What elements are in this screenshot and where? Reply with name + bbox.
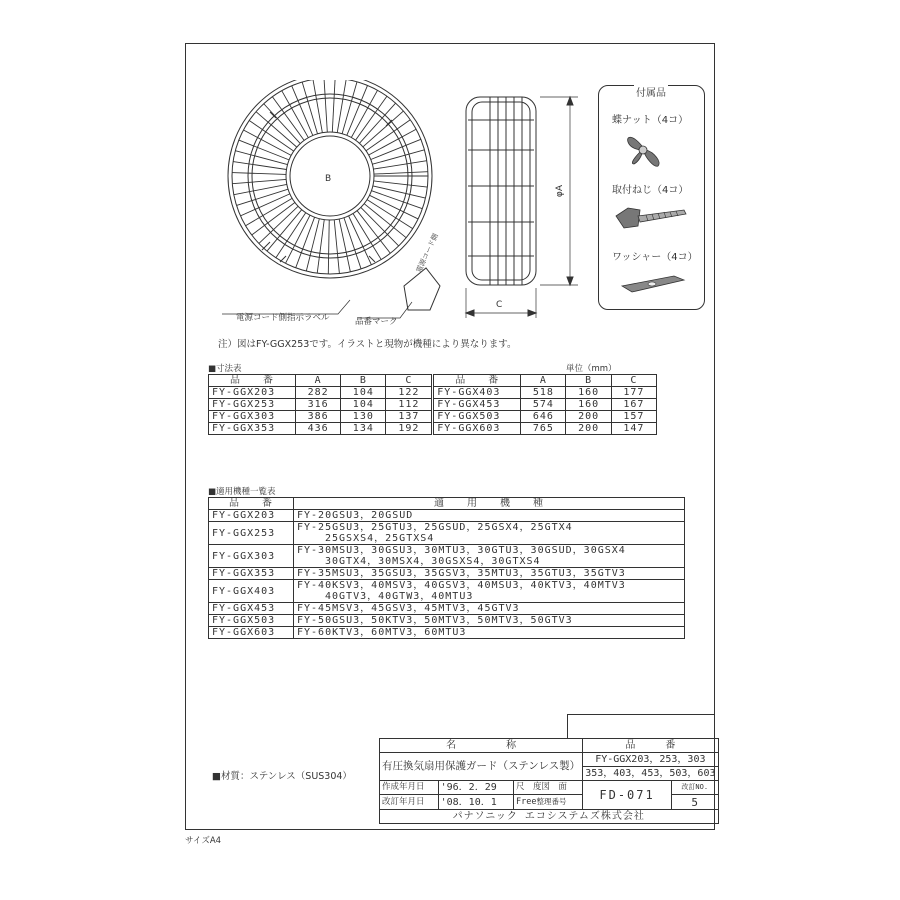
applicable-models-line: 30GTX4，30MSX4，30GSXS4，30GTXS4	[325, 556, 541, 567]
dim-table-unit: 単位（mm）	[566, 364, 617, 374]
tag-text: 電源コード側	[414, 232, 440, 274]
dim-value-cell: 160	[566, 399, 611, 411]
model-cell: FY-GGX353	[209, 568, 294, 580]
model-cell: FY-GGX203	[209, 510, 294, 522]
model-cell: FY-GGX253	[209, 399, 296, 411]
accessories-title: 付属品	[634, 84, 668, 99]
document-number: FD-071	[583, 781, 672, 810]
model-cell: FY-GGX453	[209, 603, 294, 615]
applicable-models-line: FY-35MSU3，35GSU3，35GSV3，35MTU3，35GTU3，35GTV3	[297, 568, 626, 579]
col-b: B	[566, 375, 611, 387]
dim-table-title: ■寸法表	[208, 364, 242, 374]
wing-nut-icon	[624, 132, 664, 168]
dim-value-cell: 122	[386, 387, 433, 399]
compat-table-row	[209, 510, 685, 522]
applicable-models-line: FY-50GSU3，50KTV3，50MTV3，50MTV3，50GTV3	[297, 615, 573, 626]
col-c: C	[386, 375, 433, 387]
dim-table-row	[209, 399, 657, 411]
applicable-models-line: FY-25GSU3，25GTU3，25GSUD，25GSX4，25GTX4	[297, 522, 573, 533]
dim-value-cell: 386	[296, 411, 341, 423]
dim-label-c: C	[496, 300, 503, 310]
scale-value: Free	[516, 797, 537, 807]
created-date: '96．2．29	[438, 781, 513, 795]
col-a: A	[521, 375, 566, 387]
revision-label: 改訂NO.	[671, 781, 718, 795]
dim-value-cell: 134	[341, 423, 386, 435]
company-name: パナソニック エコシステムズ株式会社	[380, 810, 719, 824]
revised-date: '08．10．1	[438, 795, 513, 810]
model-cell: FY-GGX203	[209, 387, 296, 399]
compat-table-row	[209, 627, 685, 639]
accessory-wing-nut-label: 蝶ナット（4コ）	[612, 115, 689, 126]
dim-value-cell: 518	[521, 387, 566, 399]
dim-table-row	[209, 411, 657, 423]
created-label: 作成年月日	[380, 781, 439, 795]
model-cell: FY-GGX503	[209, 615, 294, 627]
revised-label: 改訂年月日	[380, 795, 439, 810]
material-note: ■材質：ステンレス（SUS304）	[212, 771, 352, 782]
dim-value-cell: 765	[521, 423, 566, 435]
accessory-screw-label: 取付ねじ（4コ）	[612, 185, 689, 196]
col-model: 品 番	[433, 375, 521, 387]
compatibility-table	[208, 497, 685, 639]
dim-table-row	[209, 423, 657, 435]
cord-label-callout: 電源コード側指示ラベル	[236, 313, 330, 323]
compat-table-row	[209, 615, 685, 627]
part-mark-callout: 品番マーク	[355, 317, 398, 327]
drawing-label: 図 面	[541, 782, 568, 792]
washer-icon	[618, 272, 688, 296]
model-cell: FY-GGX403	[433, 387, 521, 399]
revision-number: 5	[671, 795, 718, 810]
applicable-models-line: FY-30MSU3，30GSU3，30MTU3，30GTU3，30GSUD，30GSX4	[297, 545, 626, 556]
accessory-washer-label: ワッシャー（4コ）	[612, 252, 698, 263]
part-header: 品 番	[583, 739, 718, 753]
applicable-models-cell	[294, 545, 685, 568]
applicable-models-cell	[294, 510, 685, 522]
applicable-models-cell	[294, 603, 685, 615]
illustration-note: 注）図はFY-GGX253です。イラストと現物が機種により異なります。	[218, 339, 517, 350]
model-cell: FY-GGX503	[433, 411, 521, 423]
applicable-models-line: FY-20GSU3，20GSUD	[297, 510, 414, 521]
dim-value-cell: 646	[521, 411, 566, 423]
model-cell: FY-GGX253	[209, 522, 294, 545]
applicable-models-line: FY-40KSV3，40MSV3，40GSV3，40MSU3，40KTV3，40MTV3	[297, 580, 626, 591]
dim-value-cell: 200	[566, 411, 611, 423]
dim-value-cell: 130	[341, 411, 386, 423]
applicable-models-cell	[294, 568, 685, 580]
scale-mgmt	[514, 795, 583, 810]
dim-value-cell: 104	[341, 399, 386, 411]
col-model: 品 番	[209, 498, 294, 510]
applicable-models-line: 40GTV3，40GTW3，40MTU3	[325, 591, 474, 602]
model-cell: FY-GGX453	[433, 399, 521, 411]
dim-value-cell: 137	[386, 411, 433, 423]
model-cell: FY-GGX403	[209, 580, 294, 603]
model-cell: FY-GGX303	[209, 545, 294, 568]
applicable-models-cell	[294, 580, 685, 603]
part-numbers-line2: 353，403，453，503，603	[583, 767, 718, 781]
col-a: A	[296, 375, 341, 387]
dim-label-phi-a: φA	[555, 185, 565, 198]
scale-label: 尺 度	[516, 782, 542, 792]
applicable-models-line: FY-60KTV3，60MTV3，60MTU3	[297, 627, 467, 638]
dim-value-cell: 112	[386, 399, 433, 411]
scale-drawing-label	[514, 781, 583, 795]
product-name: 有圧換気扇用保護ガード（ステンレス製）	[380, 753, 583, 781]
dim-value-cell: 167	[611, 399, 656, 411]
col-c: C	[611, 375, 656, 387]
dim-value-cell: 436	[296, 423, 341, 435]
dim-value-cell: 316	[296, 399, 341, 411]
paper-size: サイズA4	[185, 836, 222, 846]
model-cell: FY-GGX603	[209, 627, 294, 639]
dim-value-cell: 200	[566, 423, 611, 435]
model-cell: FY-GGX603	[433, 423, 521, 435]
col-b: B	[341, 375, 386, 387]
part-numbers-line1: FY-GGX203，253，303	[583, 753, 718, 767]
dim-value-cell: 574	[521, 399, 566, 411]
screw-icon	[614, 202, 688, 232]
title-block	[379, 738, 719, 824]
col-models: 適 用 機 種	[294, 498, 685, 510]
side-view-guard	[466, 97, 536, 285]
name-header: 名 称	[380, 739, 583, 753]
title-block-top	[567, 714, 715, 738]
applicable-models-cell	[294, 522, 685, 545]
compat-table-row	[209, 545, 685, 568]
dim-value-cell: 104	[341, 387, 386, 399]
dim-value-cell: 147	[611, 423, 656, 435]
model-cell: FY-GGX303	[209, 411, 296, 423]
model-cell: FY-GGX353	[209, 423, 296, 435]
dim-table-row	[209, 387, 657, 399]
compat-table-title: ■適用機種一覧表	[208, 487, 276, 497]
compat-table-row	[209, 568, 685, 580]
dimension-table	[208, 374, 657, 435]
dim-value-cell: 157	[611, 411, 656, 423]
dim-value-cell: 192	[386, 423, 433, 435]
compat-table-row	[209, 580, 685, 603]
dim-label-b: B	[325, 174, 332, 184]
dim-value-cell: 160	[566, 387, 611, 399]
col-model: 品 番	[209, 375, 296, 387]
applicable-models-cell	[294, 615, 685, 627]
dim-value-cell: 282	[296, 387, 341, 399]
applicable-models-line: 25GSXS4，25GTXS4	[325, 533, 435, 544]
compat-table-row	[209, 603, 685, 615]
compat-table-row	[209, 522, 685, 545]
management-label: 整理番号	[536, 797, 567, 806]
dim-value-cell: 177	[611, 387, 656, 399]
applicable-models-line: FY-45MSV3，45GSV3，45MTV3，45GTV3	[297, 603, 520, 614]
applicable-models-cell	[294, 627, 685, 639]
